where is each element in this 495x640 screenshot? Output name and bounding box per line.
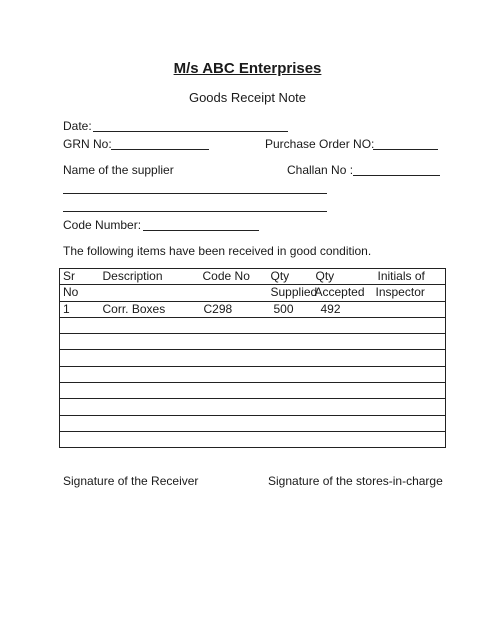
- cell-sr[interactable]: [60, 366, 95, 382]
- company-name: M/s ABC Enterprises: [173, 60, 322, 77]
- cell-code[interactable]: [200, 415, 268, 431]
- condition-statement: The following items have been received in good condition.: [63, 244, 372, 258]
- po-label: Purchase Order NO:: [265, 137, 375, 151]
- cell-sr[interactable]: [60, 317, 95, 333]
- cell-qty-supplied[interactable]: [268, 334, 313, 350]
- cell-initials[interactable]: [368, 301, 446, 317]
- cell-initials[interactable]: [368, 383, 446, 399]
- cell-qty-accepted[interactable]: [313, 334, 368, 350]
- table-row: [60, 383, 446, 399]
- cell-qty-supplied[interactable]: [268, 383, 313, 399]
- date-field[interactable]: [93, 120, 288, 132]
- table-row: [60, 350, 446, 366]
- code-number-field[interactable]: [143, 219, 259, 231]
- cell-sr[interactable]: [60, 431, 95, 447]
- col-header-qty-accepted: Accepted: [313, 285, 368, 301]
- table-row: [60, 399, 446, 415]
- cell-sr[interactable]: [60, 399, 95, 415]
- cell-qty-accepted[interactable]: [313, 317, 368, 333]
- cell-description[interactable]: Corr. Boxes: [95, 301, 200, 317]
- cell-description[interactable]: [95, 350, 200, 366]
- col-header-sr: No: [60, 285, 95, 301]
- cell-sr[interactable]: [60, 350, 95, 366]
- table-header-row: [60, 285, 446, 301]
- table-row: [60, 366, 446, 382]
- cell-sr[interactable]: [60, 415, 95, 431]
- cell-qty-accepted[interactable]: [313, 366, 368, 382]
- cell-description[interactable]: [95, 415, 200, 431]
- cell-code[interactable]: [200, 350, 268, 366]
- table-row: [60, 317, 446, 333]
- cell-qty-accepted[interactable]: [313, 399, 368, 415]
- cell-initials[interactable]: [368, 366, 446, 382]
- cell-description[interactable]: [95, 317, 200, 333]
- po-field[interactable]: [373, 138, 438, 150]
- cell-qty-supplied[interactable]: [268, 415, 313, 431]
- cell-code[interactable]: C298: [200, 301, 268, 317]
- cell-code[interactable]: [200, 431, 268, 447]
- cell-qty-supplied[interactable]: [268, 431, 313, 447]
- cell-qty-accepted[interactable]: 492: [313, 301, 368, 317]
- col-header-qty-accepted: Qty: [313, 269, 368, 285]
- cell-qty-accepted[interactable]: [313, 350, 368, 366]
- cell-initials[interactable]: [368, 317, 446, 333]
- cell-code[interactable]: [200, 317, 268, 333]
- col-header-description: [95, 285, 200, 301]
- cell-qty-accepted[interactable]: [313, 383, 368, 399]
- cell-description[interactable]: [95, 334, 200, 350]
- document-title: Goods Receipt Note: [188, 90, 307, 105]
- cell-description[interactable]: [95, 383, 200, 399]
- stores-signature-label: Signature of the stores-in-charge: [268, 474, 443, 488]
- cell-description[interactable]: [95, 399, 200, 415]
- table-row: [60, 415, 446, 431]
- supplier-field-line-1[interactable]: [63, 182, 327, 194]
- col-header-code: [200, 285, 268, 301]
- items-table: [59, 268, 446, 448]
- col-header-code: Code No: [200, 269, 268, 285]
- cell-initials[interactable]: [368, 399, 446, 415]
- col-header-qty-supplied: Supplied: [268, 285, 313, 301]
- col-header-description: Description: [95, 269, 200, 285]
- challan-label: Challan No :: [287, 163, 354, 177]
- cell-qty-supplied[interactable]: [268, 350, 313, 366]
- col-header-qty-supplied: Qty: [268, 269, 313, 285]
- supplier-field-line-2[interactable]: [63, 200, 327, 212]
- date-label: Date:: [63, 119, 92, 133]
- cell-qty-supplied[interactable]: [268, 366, 313, 382]
- cell-sr[interactable]: [60, 334, 95, 350]
- cell-initials[interactable]: [368, 350, 446, 366]
- cell-qty-supplied[interactable]: 500: [268, 301, 313, 317]
- cell-code[interactable]: [200, 366, 268, 382]
- cell-code[interactable]: [200, 383, 268, 399]
- supplier-label: Name of the supplier: [63, 163, 174, 177]
- cell-sr[interactable]: [60, 383, 95, 399]
- col-header-initials: Inspector: [368, 285, 446, 301]
- table-row: [60, 334, 446, 350]
- cell-qty-accepted[interactable]: [313, 431, 368, 447]
- cell-qty-supplied[interactable]: [268, 399, 313, 415]
- grn-label: GRN No:: [63, 137, 112, 151]
- challan-field[interactable]: [353, 164, 440, 176]
- table-header-row: [60, 269, 446, 285]
- grn-field[interactable]: [111, 138, 209, 150]
- col-header-sr: Sr: [60, 269, 95, 285]
- receiver-signature-label: Signature of the Receiver: [63, 474, 199, 488]
- cell-code[interactable]: [200, 334, 268, 350]
- cell-description[interactable]: [95, 431, 200, 447]
- col-header-initials: Initials of: [368, 269, 446, 285]
- code-number-label: Code Number:: [63, 218, 142, 232]
- cell-initials[interactable]: [368, 415, 446, 431]
- table-row: [60, 431, 446, 447]
- cell-sr[interactable]: 1: [60, 301, 95, 317]
- cell-initials[interactable]: [368, 334, 446, 350]
- cell-code[interactable]: [200, 399, 268, 415]
- cell-qty-accepted[interactable]: [313, 415, 368, 431]
- table-row: [60, 301, 446, 317]
- cell-initials[interactable]: [368, 431, 446, 447]
- cell-qty-supplied[interactable]: [268, 317, 313, 333]
- cell-description[interactable]: [95, 366, 200, 382]
